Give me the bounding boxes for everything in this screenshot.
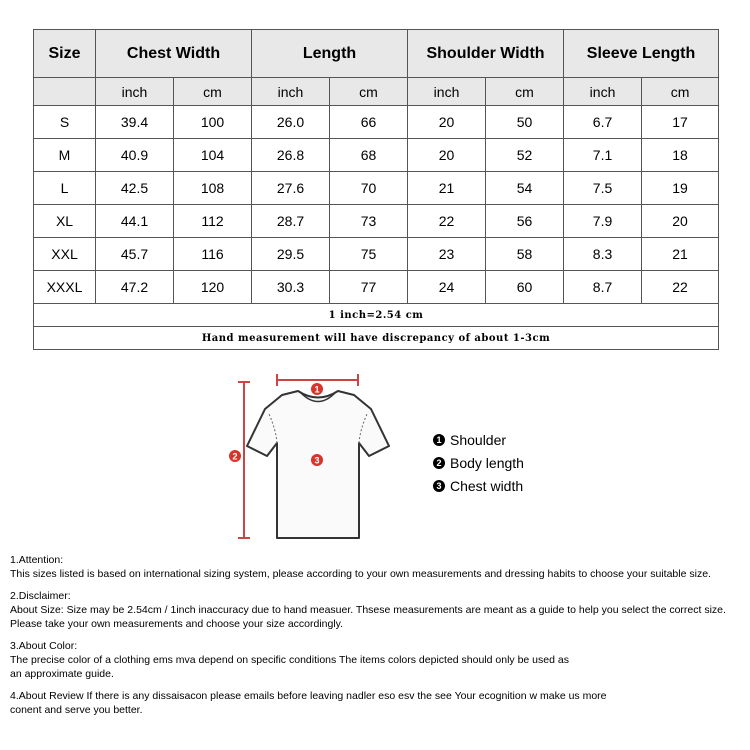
measurement-cell: 27.6	[252, 172, 330, 205]
note-line: conent and serve you better.	[10, 704, 143, 716]
measurement-cell: 22	[642, 271, 719, 304]
unit-header-row	[34, 78, 719, 106]
measurement-cell: 112	[174, 205, 252, 238]
measurement-cell: 20	[642, 205, 719, 238]
unit-header-blank	[34, 78, 96, 106]
legend-label: Shoulder	[450, 431, 507, 448]
tshirt-diagram	[222, 370, 407, 545]
measurement-cell: 24	[408, 271, 486, 304]
measurement-cell: 23	[408, 238, 486, 271]
size-row	[34, 139, 719, 172]
note-line: The precise color of a clothing ems mva depend on specific conditions The items colors depicted should only be used as	[10, 654, 569, 666]
measurement-cell: 70	[330, 172, 408, 205]
unit-header: cm	[486, 78, 564, 106]
measurement-cell: 7.5	[564, 172, 642, 205]
measurement-note-row	[34, 327, 719, 350]
measurement-cell: 47.2	[96, 271, 174, 304]
measurement-cell: 17	[642, 106, 719, 139]
marker-1	[311, 383, 323, 395]
marker-1-label: 1	[314, 384, 320, 395]
measurement-cell: 30.3	[252, 271, 330, 304]
size-row	[34, 205, 719, 238]
sleeve-length-header: Sleeve Length	[564, 30, 719, 78]
size-row	[34, 172, 719, 205]
measurement-cell: 20	[408, 106, 486, 139]
marker-2	[229, 450, 241, 462]
note-review	[10, 689, 745, 717]
size-row	[34, 271, 719, 304]
measurement-cell: 26.8	[252, 139, 330, 172]
marker-2-label: 2	[232, 451, 238, 462]
measurement-cell: 52	[486, 139, 564, 172]
size-row	[34, 238, 719, 271]
legend-number: 3	[433, 480, 445, 492]
measurement-cell: 22	[408, 205, 486, 238]
note-heading: 1.Attention:	[10, 554, 64, 566]
measurement-cell: 26.0	[252, 106, 330, 139]
measurement-cell: 7.9	[564, 205, 642, 238]
measurement-cell: 19	[642, 172, 719, 205]
note-line: Please take your own measurements and choose your size accordingly.	[10, 618, 344, 630]
shoulder-width-header: Shoulder Width	[408, 30, 564, 78]
unit-header: inch	[564, 78, 642, 106]
measurement-cell: 20	[408, 139, 486, 172]
note-color	[10, 639, 745, 681]
measurement-cell: 8.3	[564, 238, 642, 271]
note-line: 4.About Review If there is any dissaisacon please emails before leaving nadler eso esv the see Your ecognition w make us more	[10, 690, 607, 702]
measurement-cell: 120	[174, 271, 252, 304]
measurement-cell: 116	[174, 238, 252, 271]
unit-header: cm	[330, 78, 408, 106]
measurement-cell: 50	[486, 106, 564, 139]
measurement-cell: 60	[486, 271, 564, 304]
size-chart-table	[33, 29, 719, 350]
legend-item-shoulder	[433, 428, 524, 451]
measurement-cell: 42.5	[96, 172, 174, 205]
legend-label: Chest width	[450, 477, 524, 494]
unit-header: inch	[252, 78, 330, 106]
size-header: Size	[34, 30, 96, 78]
measurement-cell: 28.7	[252, 205, 330, 238]
measurement-cell: 29.5	[252, 238, 330, 271]
size-label-cell: S	[34, 106, 96, 139]
unit-header: cm	[642, 78, 719, 106]
measurement-cell: 58	[486, 238, 564, 271]
legend-label: Body length	[450, 454, 524, 471]
unit-header: cm	[174, 78, 252, 106]
measurement-cell: 21	[408, 172, 486, 205]
measurement-cell: 6.7	[564, 106, 642, 139]
measurement-cell: 39.4	[96, 106, 174, 139]
note-heading: 2.Disclaimer:	[10, 590, 71, 602]
legend-number: 2	[433, 457, 445, 469]
measurement-cell: 7.1	[564, 139, 642, 172]
measurement-cell: 68	[330, 139, 408, 172]
diagram-legend	[433, 428, 524, 497]
note-line: This sizes listed is based on international sizing system, please according to your own measurements and dressing habits to choose your suitable size.	[10, 568, 711, 580]
length-header: Length	[252, 30, 408, 78]
notes-section	[10, 553, 745, 725]
measurement-cell: 73	[330, 205, 408, 238]
size-label-cell: L	[34, 172, 96, 205]
size-label-cell: XXL	[34, 238, 96, 271]
measurement-cell: 45.7	[96, 238, 174, 271]
measurement-cell: 40.9	[96, 139, 174, 172]
conversion-note-row	[34, 304, 719, 327]
legend-number: 1	[433, 434, 445, 446]
size-label-cell: XXXL	[34, 271, 96, 304]
measurement-cell: 8.7	[564, 271, 642, 304]
measurement-cell: 56	[486, 205, 564, 238]
chest-width-header: Chest Width	[96, 30, 252, 78]
measurement-cell: 44.1	[96, 205, 174, 238]
note-line: About Size: Size may be 2.54cm / 1inch inaccuracy due to hand measuer. Thsese measurements are meant as a guide to help you select the correct size.	[10, 604, 726, 616]
measurement-note: Hand measurement will have discrepancy of about 1-3cm	[34, 327, 719, 350]
size-row	[34, 106, 719, 139]
measurement-cell: 21	[642, 238, 719, 271]
size-label-cell: XL	[34, 205, 96, 238]
measurement-cell: 54	[486, 172, 564, 205]
group-header-row	[34, 30, 719, 78]
note-line: an approximate guide.	[10, 668, 114, 680]
unit-header: inch	[408, 78, 486, 106]
conversion-note: 1 inch=2.54 cm	[34, 304, 719, 327]
measurement-cell: 75	[330, 238, 408, 271]
marker-3-label: 3	[314, 455, 320, 466]
note-attention	[10, 553, 745, 581]
size-label-cell: M	[34, 139, 96, 172]
measurement-cell: 77	[330, 271, 408, 304]
note-disclaimer	[10, 589, 745, 631]
note-heading: 3.About Color:	[10, 640, 78, 652]
legend-item-chest-width	[433, 474, 524, 497]
measurement-cell: 100	[174, 106, 252, 139]
unit-header: inch	[96, 78, 174, 106]
measurement-cell: 18	[642, 139, 719, 172]
marker-3	[311, 454, 323, 466]
measurement-cell: 108	[174, 172, 252, 205]
measurement-cell: 66	[330, 106, 408, 139]
measurement-cell: 104	[174, 139, 252, 172]
legend-item-body-length	[433, 451, 524, 474]
